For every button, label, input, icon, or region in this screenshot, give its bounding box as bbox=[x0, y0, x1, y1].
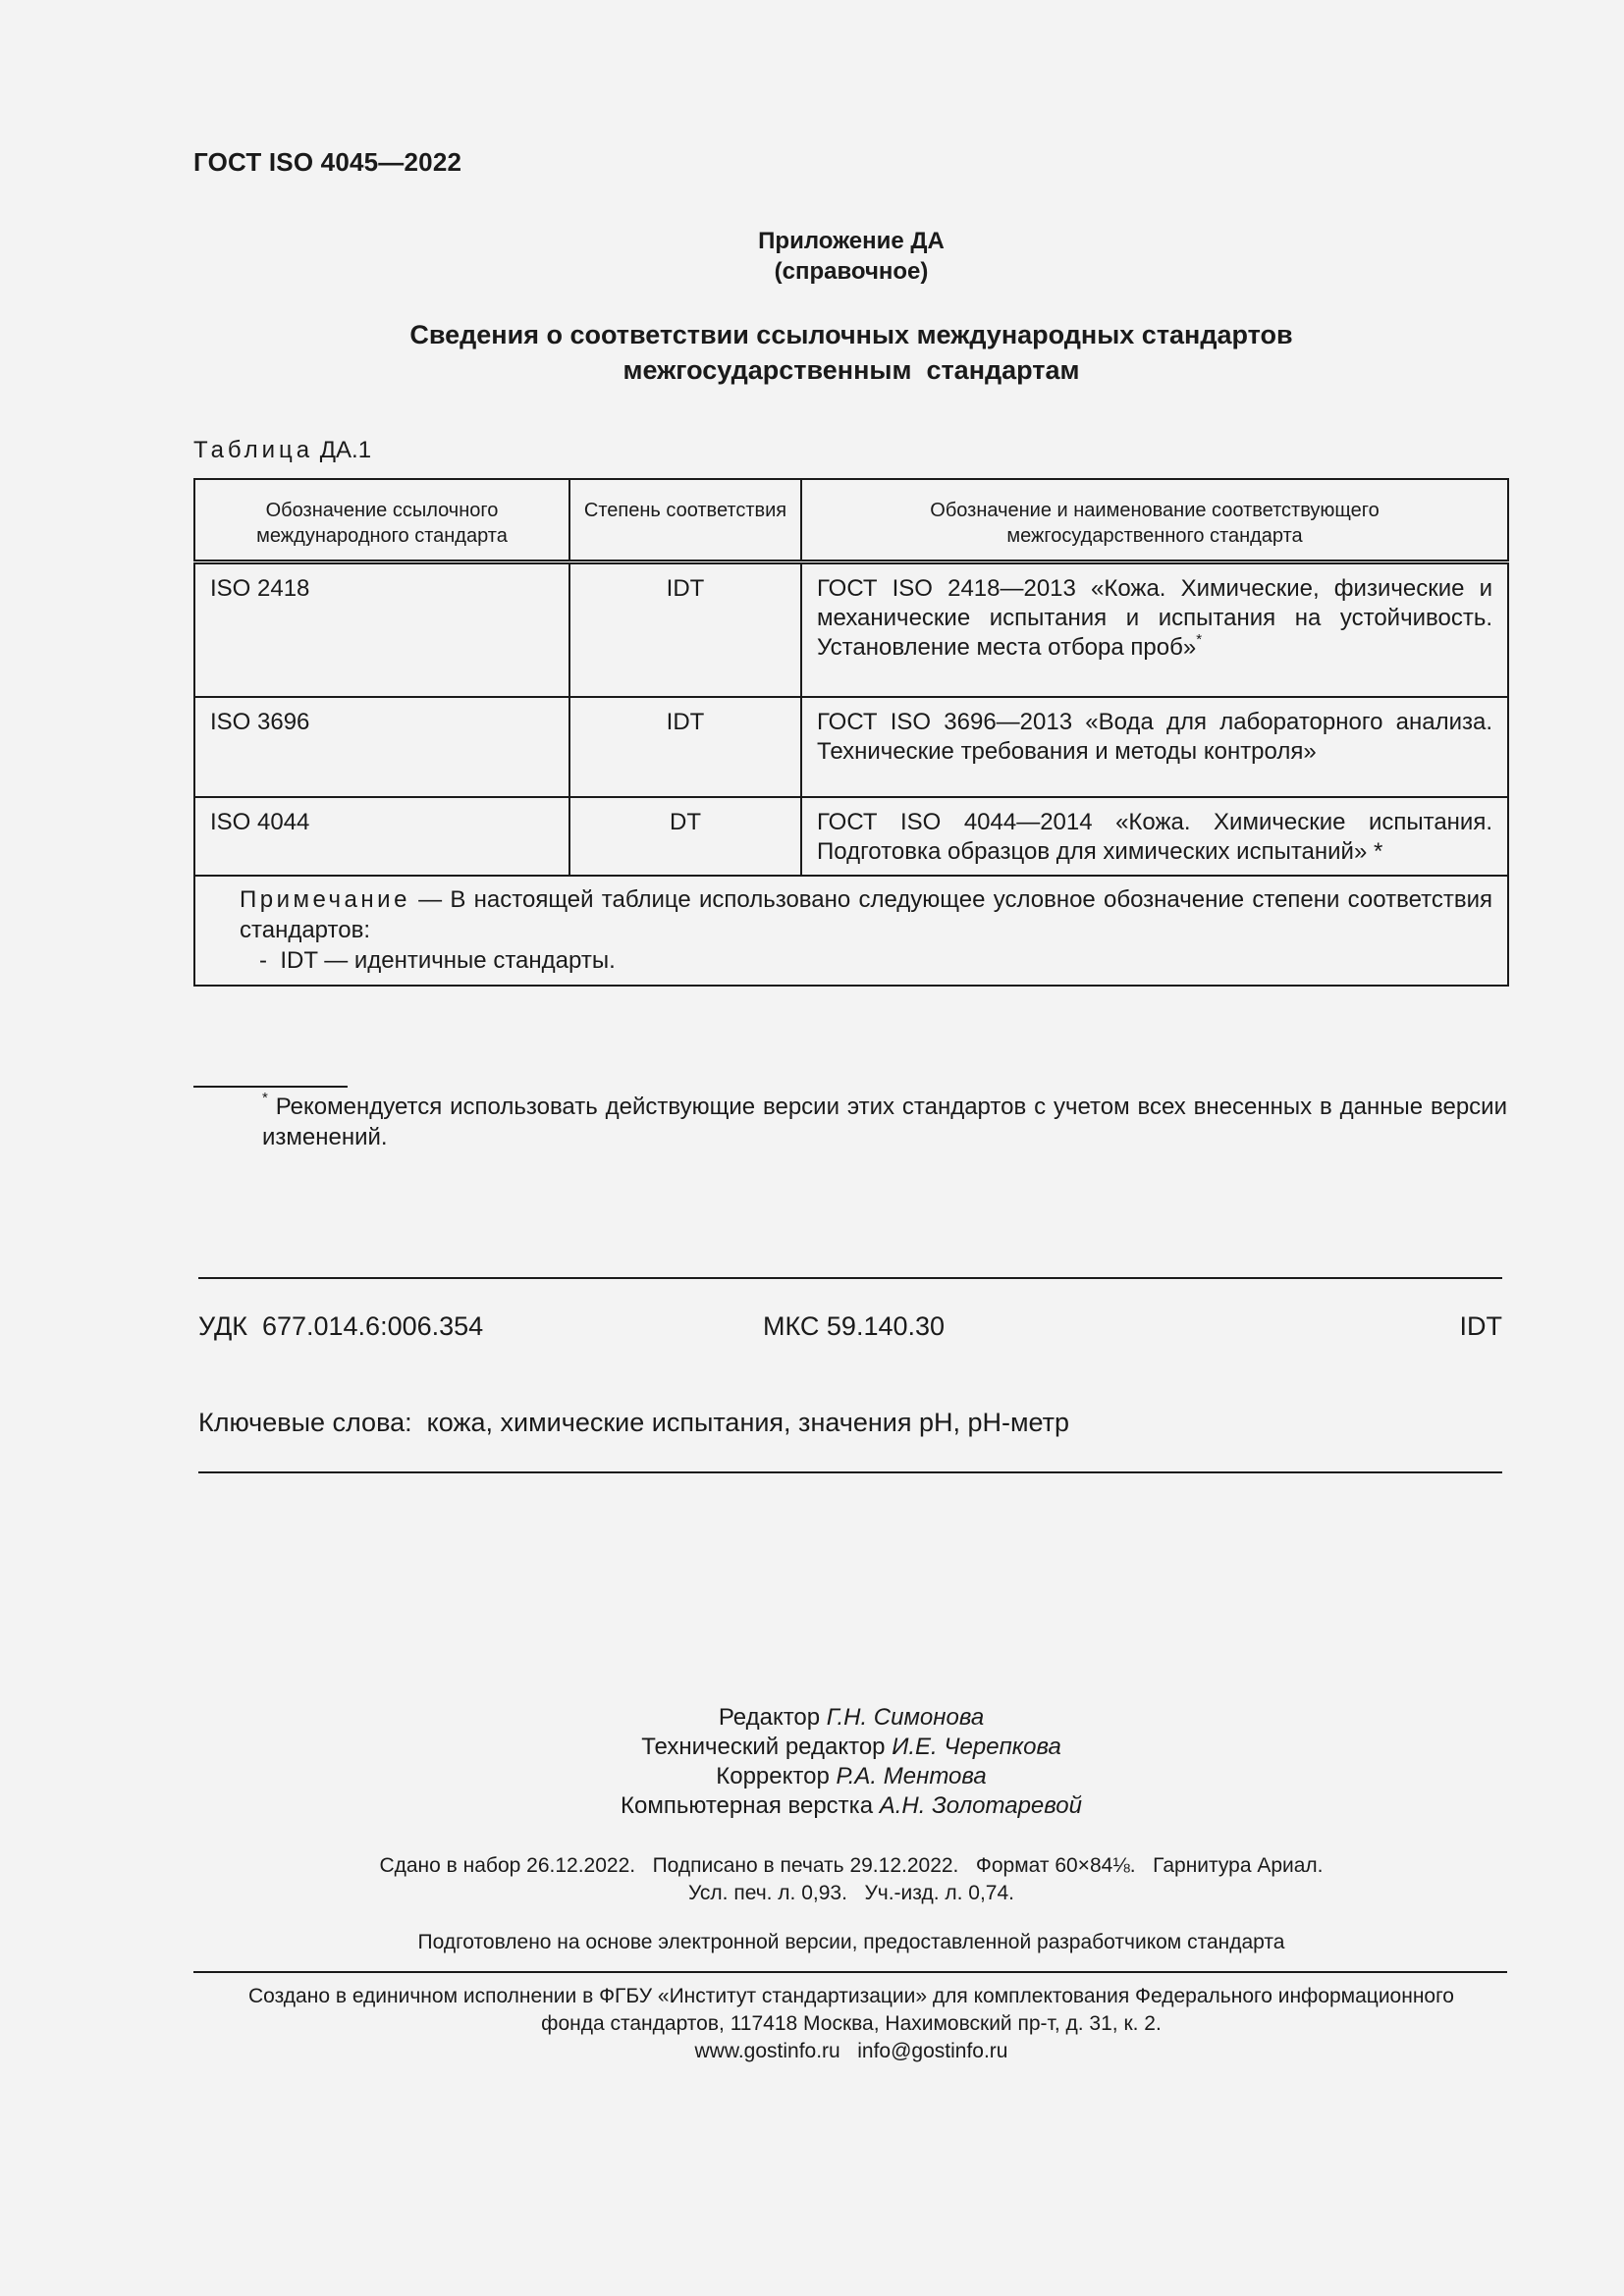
section-heading bbox=[0, 317, 1624, 388]
table-header-row bbox=[194, 479, 1508, 561]
print-info-line1: Сдано в набор 26.12.2022. Подписано в печать 29.12.2022. Формат 60×84⅛. Гарнитура Ариал. bbox=[379, 1854, 1324, 1877]
credit-line bbox=[0, 1733, 1624, 1762]
appendix-heading bbox=[0, 226, 1624, 287]
cell-degree: IDT bbox=[569, 697, 801, 797]
cell-intl: ISO 4044 bbox=[194, 797, 569, 876]
header-degree: Степень соответствия bbox=[569, 479, 801, 561]
email-link[interactable]: info@gostinfo.ru bbox=[857, 2040, 1008, 2062]
cell-intl: ISO 3696 bbox=[194, 697, 569, 797]
mks-code: МКС 59.140.30 bbox=[763, 1311, 946, 1341]
cell-gost bbox=[801, 797, 1508, 876]
correspondence-table bbox=[193, 478, 1509, 987]
website-link[interactable]: www.gostinfo.ru bbox=[694, 2040, 840, 2062]
cell-intl: ISO 2418 bbox=[194, 561, 569, 697]
publisher-line1: Создано в единичном исполнении в ФГБУ «Институт стандартизации» для комплектования Федерального информационного bbox=[248, 1985, 1454, 2007]
header-gost-standard: Обозначение и наименование соответствующего межгосударственного стандарта bbox=[801, 479, 1508, 561]
footnote bbox=[193, 1092, 1507, 1152]
note-item: - IDT — идентичные стандарты. bbox=[259, 947, 616, 974]
print-info bbox=[0, 1852, 1624, 1907]
footnote-divider bbox=[193, 1086, 348, 1088]
note-label: Примечание bbox=[240, 886, 410, 913]
appendix-title: Приложение ДА bbox=[758, 228, 945, 254]
credits bbox=[0, 1703, 1624, 1821]
cell-degree: IDT bbox=[569, 561, 801, 697]
publisher-contacts bbox=[0, 2038, 1624, 2065]
table-note-row bbox=[194, 876, 1508, 986]
table-row bbox=[194, 697, 1508, 797]
table-note bbox=[194, 876, 1508, 986]
table-caption-label: Таблица bbox=[193, 437, 314, 463]
footnote-text: Рекомендуется использовать действующие версии этих стандартов с учетом всех внесенных в данные версии изменений. bbox=[262, 1094, 1507, 1150]
credit-role: Технический редактор bbox=[641, 1734, 893, 1760]
table-caption bbox=[193, 437, 371, 464]
footnote-mark: * bbox=[1196, 630, 1203, 648]
credit-line bbox=[0, 1791, 1624, 1821]
section-title-line2: межгосударственным стандартам bbox=[623, 355, 1080, 385]
footnote-mark: * bbox=[262, 1090, 268, 1106]
credit-line bbox=[0, 1703, 1624, 1733]
table-caption-number: ДА.1 bbox=[319, 437, 372, 463]
section-title-line1: Сведения о соответствии ссылочных международных стандартов bbox=[409, 320, 1293, 349]
keywords: Ключевые слова: кожа, химические испытания, значения pH, pH-метр bbox=[198, 1408, 1070, 1437]
publisher-info bbox=[0, 1983, 1624, 2065]
credit-name: Г.Н. Симонова bbox=[826, 1704, 985, 1731]
cell-gost-text: ГОСТ ISO 4044—2014 «Кожа. Химические испытания. Подготовка образцов для химических испытаний» * bbox=[817, 809, 1492, 865]
cell-gost bbox=[801, 697, 1508, 797]
appendix-subtitle: (справочное) bbox=[774, 258, 929, 285]
table-row bbox=[194, 797, 1508, 876]
degree-code: IDT bbox=[1459, 1311, 1502, 1341]
publisher-line2: фонда стандартов, 117418 Москва, Нахимовский пр-т, д. 31, к. 2. bbox=[541, 2012, 1162, 2035]
cell-gost-text: ГОСТ ISO 2418—2013 «Кожа. Химические, физические и механические испытания и испытания на устойчивость. Установление места отбора проб» bbox=[817, 574, 1492, 661]
credit-name: А.Н. Золотаревой bbox=[879, 1792, 1082, 1819]
credit-name: Р.А. Ментова bbox=[836, 1763, 987, 1789]
table-row bbox=[194, 561, 1508, 697]
header-intl-standard: Обозначение ссылочного международного стандарта bbox=[194, 479, 569, 561]
note-paragraph bbox=[210, 884, 1492, 945]
cell-gost-text: ГОСТ ISO 3696—2013 «Вода для лабораторного анализа. Технические требования и методы контроля» bbox=[817, 709, 1492, 765]
cell-gost bbox=[801, 561, 1508, 697]
credit-role: Корректор bbox=[716, 1763, 837, 1789]
credit-role: Компьютерная верстка bbox=[621, 1792, 880, 1819]
print-info-line2: Усл. печ. л. 0,93. Уч.-изд. л. 0,74. bbox=[687, 1882, 1014, 1904]
credit-name: И.Е. Черепкова bbox=[892, 1734, 1061, 1760]
prepared-note: Подготовлено на основе электронной версии, предоставленной разработчиком стандарта bbox=[417, 1931, 1285, 1953]
udk-code: УДК 677.014.6:006.354 bbox=[198, 1311, 484, 1341]
credit-line bbox=[0, 1762, 1624, 1791]
note-text: — В настоящей таблице использовано следующее условное обозначение степени соответствия стандартов: bbox=[240, 886, 1492, 943]
divider bbox=[198, 1471, 1502, 1473]
credit-role: Редактор bbox=[718, 1704, 827, 1731]
cell-degree: DT bbox=[569, 797, 801, 876]
divider bbox=[198, 1277, 1502, 1279]
document-header: ГОСТ ISO 4045—2022 bbox=[193, 147, 462, 177]
divider bbox=[193, 1971, 1507, 1973]
